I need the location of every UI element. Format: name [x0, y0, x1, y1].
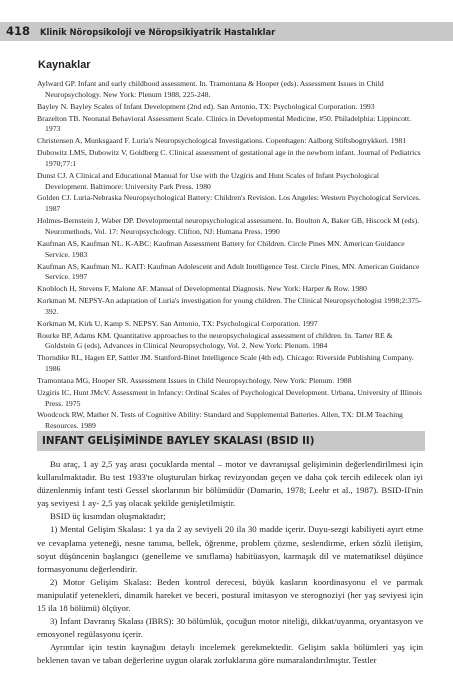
reference-item: Golden CJ. Luria-Nebraska Neuropsychological Battery: Children's Revision. Los Angeles: Western Psychological Services. 1987 — [37, 193, 421, 214]
reference-item: Kaufman AS, Kaufman NL. KAIT: Kaufman Adolescent and Adult Intelligence Test. Circle Pines, MN. American Guidance Service. 1997 — [37, 261, 420, 282]
reference-item: Kaufman AS, Kaufman NL. K-ABC: Kaufman Assessment Battery for Children. Circle Pines MN. American Guidance Service. 1983 — [37, 238, 405, 259]
reference-item: Korkman M. NEPSY-An adaptation of Luria's investigation for young children. The Clinical Neuropsychologist 1998;2:375-392. — [37, 296, 422, 316]
reference-item: Bayley N. Bayley Scales of Infant Development (2nd ed). San Antonio, TX: Psychological Corporation. 1993 — [37, 101, 375, 111]
body-paragraph: 1) Mental Gelişim Skalası: 1 ya da 2 ay seviyeli 20 ila 30 madde içerir. Duyu-sezgi kabiliyeti ayırt etme ve cevaplama yeteneği, nesne tanıma, bellek, öğrenme, problem çözme, seslendirme, erken sözlü iletişim, soyut düşüncenin başlangıcı (genelleme ve sınıflama) habitüasyon, karmaşık dil ve matematiksel düşünce formasyonunu değerlendirir. — [37, 524, 423, 574]
reference-item: Dunst CJ. A Clinical and Educational Manual for Use with the Uzgiris and Hunt Scales of Infant Psychological Development. Baltimore: University Park Press. 1980 — [37, 170, 380, 191]
reference-item: Aylward GP. Infant and early childhood assessment. In. Tramontana & Hooper (eds). Assessment Issues in Child Neuropsychology. New York: Plenum 1988, 225-248. — [37, 79, 384, 99]
references-heading: Kaynaklar — [38, 59, 91, 71]
reference-item: Dubowitz LMS, Dubowitz V, Goldberg C. Clinical assessment of gestational age in the newborn infant. Journal of Pediatrics 1970;77:1 — [37, 148, 421, 168]
reference-item: Tramontana MG, Hooper SR. Assessment Issues in Child Neuropsychology. New York: Plenum. 1988 — [37, 375, 352, 385]
reference-item: Christensen A, Munksgaard F. Luria's Neuropsychological Investigations. Copenhagen: Aalborg Stiftsbogtrykkeri. 1981 — [37, 136, 407, 146]
body-paragraph: 3) İnfant Davranış Skalası (IBRS): 30 bölümlük, çocuğun motor niteliği, dikkat/uyanma, oryantasyon ve emosyonel regülasyonu içerir. — [37, 616, 423, 640]
reference-item: Holmes-Bernstein J, Waber DP. Developmental neuropsychological assessment. In. Boulton A, Baker GB, Hiscock M (eds). Neuromethods, Vol. 17: Neuropsychology. Clifton, NJ: Humana Press. 1990 — [37, 216, 420, 237]
reference-list — [37, 79, 423, 433]
page-number: 418 — [6, 24, 31, 38]
section-title: INFANT GELİŞİMİNDE BAYLEY SKALASI (BSID II) — [42, 435, 315, 447]
reference-item: Thorndike RL, Hagen EP, Sattler JM. Stanford-Binet Intelligence Scale (4th ed). Chicago: Riverside Publishing Company. 1986 — [37, 353, 414, 374]
reference-item: Woodcock RW, Mather N. Tests of Cognitive Ability: Standard and Supplemental Batteries. Allen, TX: DLM Teaching Resources. 1989 — [37, 410, 403, 431]
body-paragraph: Ayrıntılar için testin kaynağını detaylı incelemek gerekmektedir. Gelişim sakla bölümleri yaş için beklenen tavan ve taban değerlerine uygun olarak zorluklarına göre numaralandırılmıştır. Testler — [37, 642, 423, 666]
body-paragraph: Bu araç, 1 ay 2,5 yaş arası çocuklarda mental – motor ve davranışsal gelişiminin değerlendirilmesi için kullanılmaktadır. Bu test 1933'te oluşturulan birkaç revizyondan geçen ve daha çok tercih edilecek olan iyi düzenlenmiş infant testi Gessel skorlarının bir bölümüdür (Damarin, 1978; Leehr et al., 1987). BSID-II'nin yaş seviyesi 1 ay- 2,5 yaş olacak şekilde genişletilmiştir. — [37, 459, 423, 509]
reference-item: Rourke BP, Adams KM. Quantitative approaches to the neuropsychological assessment of children. In. Tarter RE & Goldstein G (eds), Advances in Clinical Neuropsychology, Vol. 2. New York: Plenum. 1984 — [37, 330, 393, 351]
reference-item: Korkman M, Kirk U, Kamp S. NEPSY. San Antonio, TX: Psychological Corporation. 1997 — [37, 318, 318, 328]
running-title: Klinik Nöropsikoloji ve Nöropsikiyatrik Hastalıklar — [40, 27, 276, 37]
reference-item: Brazelton TB. Neonatal Behavioral Assessment Scale. Clinics in Developmental Medicine, #50. Philadelphia: Lippincott. 1973 — [37, 113, 412, 134]
body-paragraph: 2) Motor Gelişim Skalası: Beden kontrol derecesi, büyük kasların koordinasyonu el ve parmak manipulatif yetenekleri, dinamik hareket ve beceri, postural imitasyon ve sterognoziyi (her yaş seviyesi için 15 ila 18 bölümü) ölçüyor. — [37, 576, 423, 614]
reference-item: Uzgiris IC, Hunt JMcV. Assessment in Infancy: Ordinal Scales of Psychological Development. Urbana, University of Illinois Press. 1975 — [37, 387, 422, 408]
reference-item: Knobloch H, Stevens F, Malone AF. Manual of Developmental Diagnosis. New York: Harper & Row. 1980 — [37, 284, 367, 294]
body-paragraph: BSID üç kısımdan oluşmaktadır; — [50, 511, 166, 522]
body-text — [37, 458, 423, 668]
